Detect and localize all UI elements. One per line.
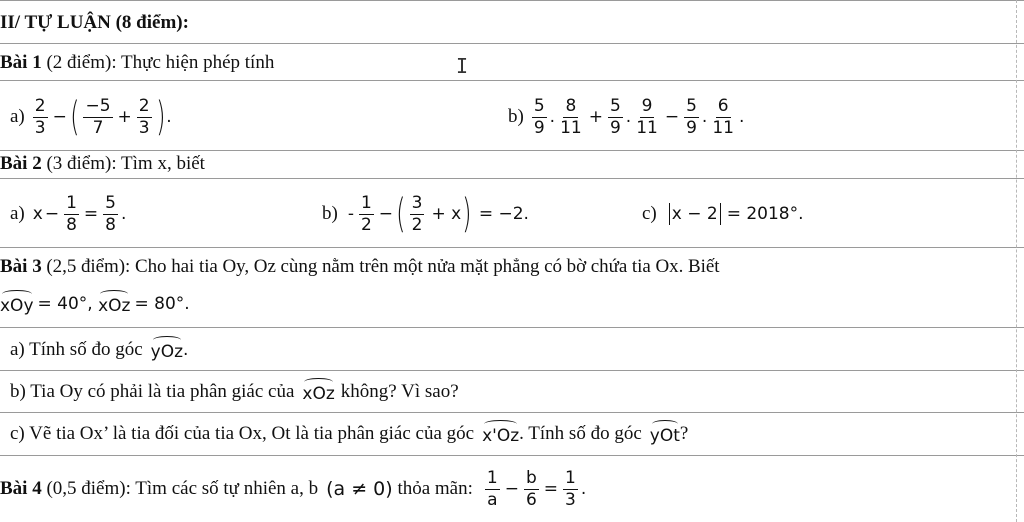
absolute-value: x − 2 xyxy=(667,203,723,225)
section-title xyxy=(0,8,1024,38)
bai1-heading xyxy=(0,48,1024,78)
ruled-line xyxy=(0,178,1024,179)
ruled-line xyxy=(0,247,1024,248)
bai1-expressions xyxy=(0,92,1024,142)
section-title-text: II/ TỰ LUẬN (8 điểm): xyxy=(0,12,189,33)
ruled-line xyxy=(0,370,1024,371)
fraction: $\frac{1}{a}$ xyxy=(486,467,498,510)
bai3-qc-text: c) Vẽ tia Ox’ là tia đối của tia Ox, Ot là tia phân giác của góc xyxy=(10,423,475,444)
bai4-condition: (a ≠ 0) xyxy=(326,478,393,500)
fraction: $\frac{5}{8}$ xyxy=(105,192,116,235)
angle-yOz: yOz xyxy=(151,338,183,362)
fraction: $\frac{3}{2}$ xyxy=(411,192,423,235)
ruled-line xyxy=(0,412,1024,413)
operator: − xyxy=(504,479,519,499)
fraction: $\frac{1}{8}$ xyxy=(66,192,77,235)
bai3-given: xOy = 40°, xOz = 80°. xyxy=(0,294,190,316)
bai2-c: c) x − 2 = 2018°. xyxy=(642,203,804,224)
operator: + xyxy=(588,107,603,127)
angle-xOy: xOy xyxy=(0,292,34,316)
bai3-heading xyxy=(0,250,1024,284)
bai3-qc: c) Vẽ tia Ox’ là tia đối của tia Ox, Ot là tia phân giác của góc x'Oz . Tính số đo góc yOt ? xyxy=(0,416,1024,452)
bai2-c-label: c) xyxy=(642,203,657,224)
bai1-a-label: a) xyxy=(10,106,25,127)
bai1-label: Bài 1 xyxy=(0,52,42,73)
equals: = xyxy=(83,204,99,224)
fraction: $\frac{-5}{7}$ xyxy=(85,95,111,138)
bai2-expressions: a) x − $\frac{1}{8}$ = $\frac{5}{8}$ . b) - $\frac{1}{2}$ − ( $\frac{3}{2}$ + x ) = −2. c) x − 2 = 2018°. xyxy=(0,188,1024,240)
fraction: $\frac{5}{9}$ xyxy=(686,95,697,138)
bai2-label: Bài 2 xyxy=(0,153,42,174)
bai2-a-label: a) xyxy=(10,203,25,224)
equals: = xyxy=(543,479,559,499)
operator: + xyxy=(117,107,132,127)
fraction: $\frac{8}{11}$ xyxy=(560,95,582,138)
ruled-line xyxy=(0,327,1024,328)
text-cursor-icon: I xyxy=(456,54,469,78)
bai3-label: Bài 3 xyxy=(0,256,42,277)
ruled-line xyxy=(0,455,1024,456)
fraction: $\frac{1}{3}$ xyxy=(565,467,576,510)
left-paren: ( xyxy=(69,94,80,140)
ruled-line xyxy=(0,0,1024,1)
bai4-desc: (0,5 điểm): Tìm các số tự nhiên a, b xyxy=(41,478,319,499)
angle-yOt: yOt xyxy=(650,422,680,446)
angle-xOz: xOz xyxy=(302,380,334,404)
fraction: $\frac{2}{3}$ xyxy=(138,95,150,138)
bai4-label: Bài 4 xyxy=(0,478,42,499)
bai3-qb-end: không? Vì sao? xyxy=(340,381,459,402)
angle-x-prime-Oz: x'Oz xyxy=(482,422,519,446)
period: . xyxy=(166,107,172,127)
bai2-desc: (3 điểm): Tìm x, biết xyxy=(41,153,205,174)
fraction: $\frac{5}{9}$ xyxy=(533,95,545,138)
bai3-desc: (2,5 điểm): Cho hai tia Oy, Oz cùng nằm trên một nửa mặt phẳng có bờ chứa tia Ox. Biết xyxy=(41,256,720,277)
fraction: $\frac{2}{3}$ xyxy=(34,95,46,138)
bai1-desc: (2 điểm): Thực hiện phép tính xyxy=(41,52,275,73)
angle-xOz: xOz xyxy=(98,292,130,316)
bai4: Bài 4 (0,5 điểm): Tìm các số tự nhiên a, b (a ≠ 0) thỏa mãn: $\frac{1}{a}$ − $\frac{b}{6}$ = $\frac{1}{3}$ . xyxy=(0,467,587,510)
operator: − xyxy=(44,204,60,224)
operator: − xyxy=(52,107,67,127)
fraction: $\frac{b}{6}$ xyxy=(525,467,537,510)
right-paren: ) xyxy=(155,94,166,140)
bai3-qa: a) Tính số đo góc yOz . xyxy=(0,332,1024,368)
fraction: $\frac{9}{11}$ xyxy=(636,95,658,138)
bai4-mid: thỏa mãn: xyxy=(392,478,473,499)
fraction: $\frac{5}{9}$ xyxy=(609,95,621,138)
ruled-line xyxy=(0,43,1024,44)
right-paren: ) xyxy=(462,191,472,237)
operator: − xyxy=(664,107,680,127)
bai2-b: b) - $\frac{1}{2}$ − ( $\frac{3}{2}$ + x ) = −2. xyxy=(322,191,529,237)
bai1-b-label: b) xyxy=(508,106,524,127)
bai1-b: b) $\frac{5}{9}$ . $\frac{8}{11}$ + $\frac{5}{9}$ . $\frac{9}{11}$ − $\frac{5}{9}$ . $\frac{6}{11}$ . xyxy=(508,95,745,138)
bai2-b-label: b) xyxy=(322,203,338,224)
bai3-qb-text: b) Tia Oy có phải là tia phân giác của xyxy=(10,381,295,402)
fraction: $\frac{6}{11}$ xyxy=(712,95,734,138)
bai2-heading xyxy=(0,150,1024,178)
left-paren: ( xyxy=(396,191,406,237)
operator: − xyxy=(378,204,394,224)
ruled-line xyxy=(0,80,1024,81)
bai3-qc-mid: . Tính số đo góc xyxy=(519,423,642,444)
variable-x: x xyxy=(32,204,43,224)
period: . xyxy=(738,107,745,127)
bai3-qb xyxy=(0,374,1024,410)
fraction: $\frac{1}{2}$ xyxy=(360,192,372,235)
bai3-qa-text: a) Tính số đo góc xyxy=(10,339,143,360)
